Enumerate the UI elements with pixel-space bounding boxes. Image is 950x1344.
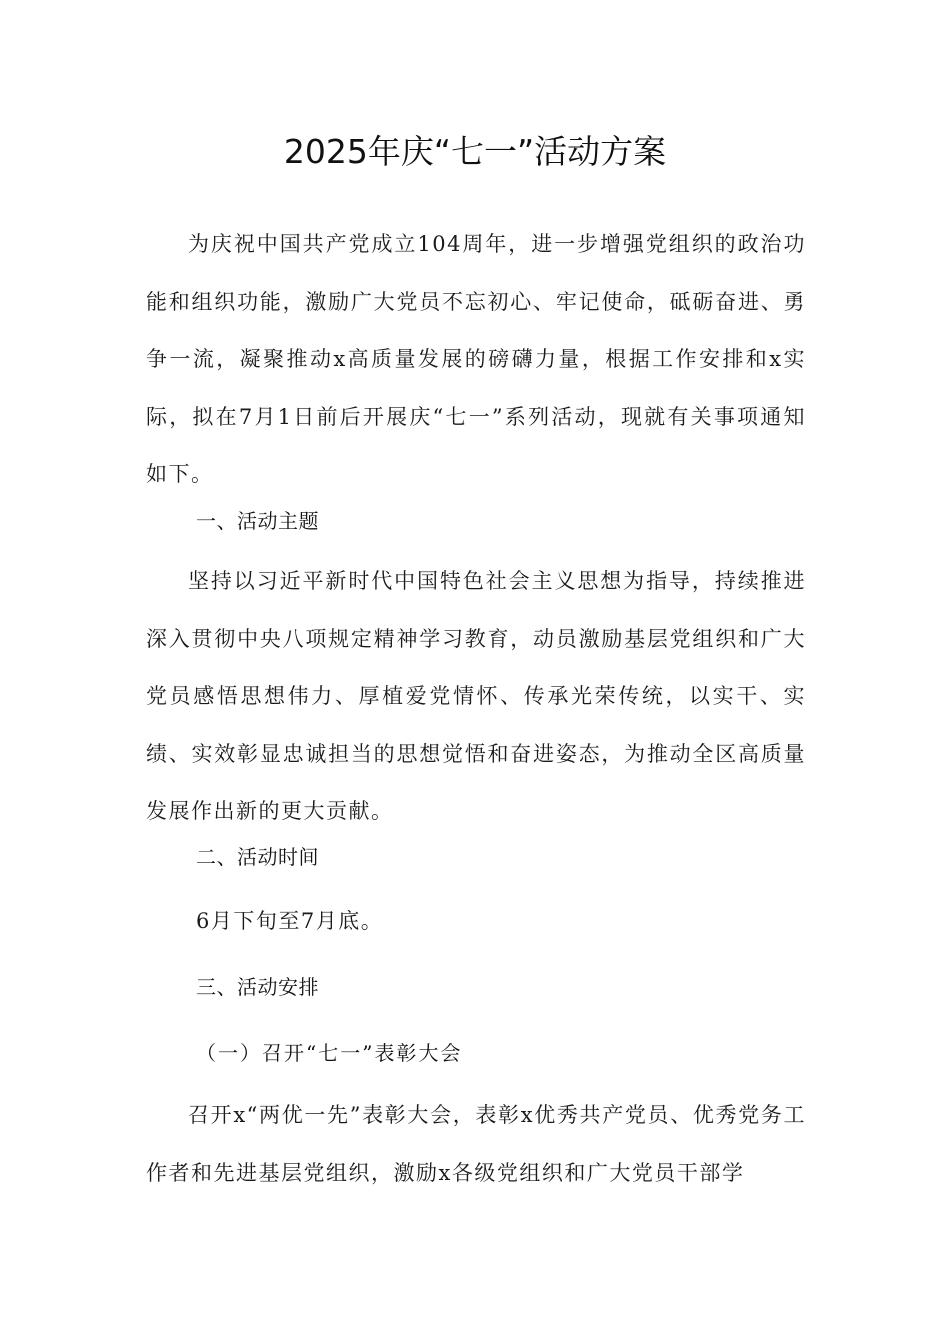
section-1-heading: 一、活动主题 [196,509,319,533]
section-2-heading: 二、活动时间 [196,845,319,869]
section-3-heading: 三、活动安排 [196,975,319,999]
section-3-paragraph: 召开x“两优一先”表彰大会，表彰x优秀共产党员、优秀党务工作者和先进基层党组织，激励x各级党组织和广大党员干部学 [146,1103,806,1185]
section-1-paragraph: 坚持以习近平新时代中国特色社会主义思想为指导，持续推进深入贯彻中央八项规定精神学习教育，动员激励基层党组织和广大党员感悟思想伟力、厚植爱党情怀、传承光荣传统，以实干、实绩、实效彰显忠诚担当的思想觉悟和奋进姿态，为推动全区高质量发展作出新的更大贡献。 [146,569,806,823]
section-2-paragraph: 6月下旬至7月底。 [196,909,384,933]
document-title: 2025年庆“七一”活动方案 [283,132,667,171]
intro-paragraph: 为庆祝中国共产党成立104周年，进一步增强党组织的政治功能和组织功能，激励广大党员不忘初心、牢记使命，砥砺奋进、勇争一流，凝聚推动x高质量发展的磅礴力量，根据工作安排和x实际，拟在7月1日前后开展庆“七一”系列活动，现就有关事项通知如下。 [146,232,806,486]
section-3-subheading: （一）召开“七一”表彰大会 [196,1041,463,1065]
